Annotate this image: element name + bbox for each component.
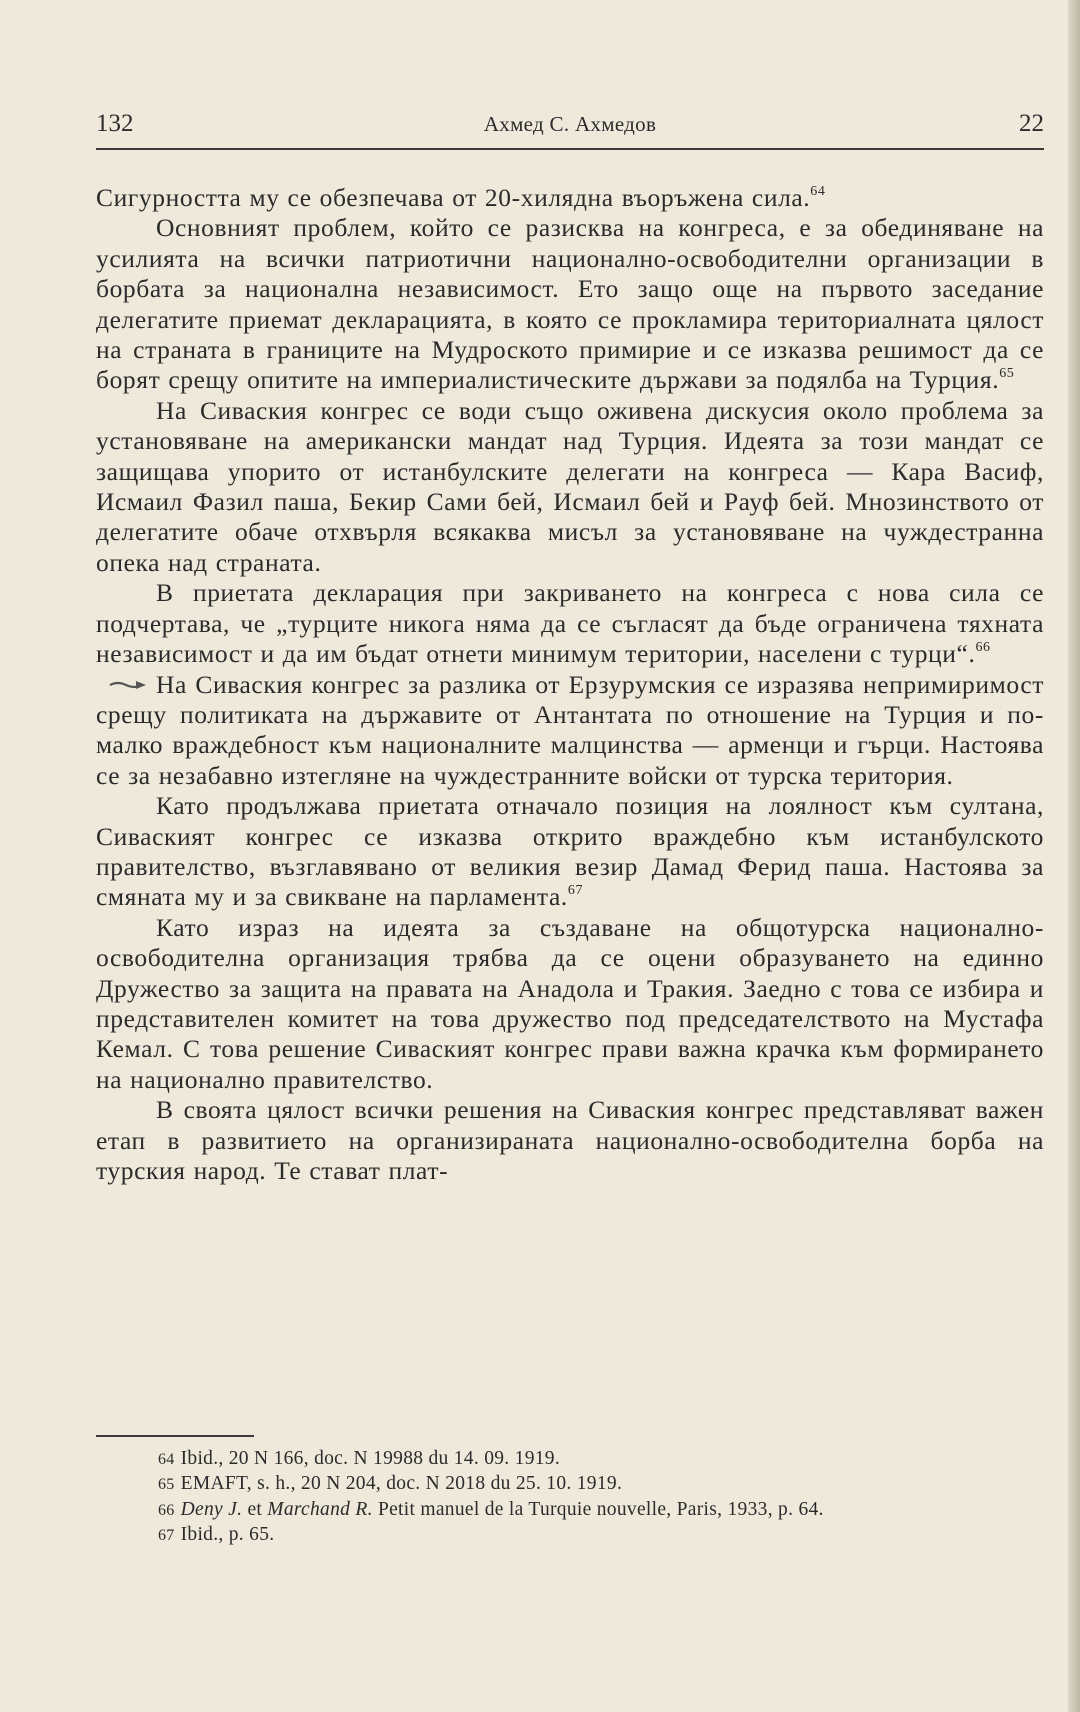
paragraph: Като продължава приетата отначало позиция на лоялност към султана, Сиваският конгрес се изказва открито враждебно към истанбулското правителство, възглавявано от великия везир Дамад Ферид паша. Настоява за смяната му и за свикване на парламента.$^{67}$ <box>96 791 1044 912</box>
paragraph: Сигурността му се обезпечава от 20-хилядна въоръжена сила.$^{64}$ <box>96 183 826 212</box>
main-text <box>96 183 1044 1186</box>
page-edge <box>1068 0 1080 1712</box>
book-page <box>96 0 1046 1712</box>
footnote: 64 Ibid., 20 N 166, doc. N 19988 du 14. 09. 1919. <box>158 1448 561 1469</box>
footnote-rule <box>96 1435 254 1437</box>
paragraph: Основният проблем, който се разисква на конгреса, е за обединяване на усилията на всички патриотични национално-освободителни организации в борбата за национална независимост. Ето защо още на първото заседание делегатите приемат декларацията, в която се прокламира териториалната цялост на страната в границите на Мудроското примирие и се изказва решимост да се борят срещу опитите на империалистическите държави за подялба на Турция.$^{65}$ <box>96 213 1044 395</box>
paragraph: На Сиваския конгрес за разлика от Ерзурумския се изразява непримиримост срещу политиката на държавите от Антантата по отношение на Турция и по-малко враждебност към националните малцинства — арменци и гърци. Настоява се за незабавно изтегляне на чуждестранните войски от турска територия. <box>96 669 1044 790</box>
paragraph: В приетата декларация при закриването на конгреса с нова сила се подчертава, че „турците никога няма да се съгласят да бъде ограничена тяхната независимост и да им бъдат отнети минимум територии, населени с турци“.$^{66}$ <box>96 578 1044 669</box>
paragraph: В своята цялост всички решения на Сиваския конгрес представляват важен етап в развитието на организираната национално-освободителна борба на турския народ. Те стават плат- <box>96 1095 1044 1185</box>
footnotes <box>96 1447 1044 1549</box>
running-title: Ахмед С. Ахмедов <box>483 112 657 136</box>
footnote-ref: 64 <box>810 184 826 199</box>
footnote: 67 Ibid., p. 65. <box>158 1524 275 1546</box>
paragraph: На Сиваския конгрес се води също оживена дискусия около проблема за установяване на американски мандат над Турция. Идеята за този мандат се защищава упорито от истанбулските делегати на конгреса — Кара Васиф, Исмаил Фазил паша, Бекир Сами бей, Исмаил бей и Рауф бей. Мнозинството от делегатите обаче отхвърля всякаква мисъл за установяване на чуждестранна опека над страната. <box>96 395 1044 577</box>
section-number: 22 <box>1019 110 1044 137</box>
page-number: 132 <box>96 110 134 137</box>
footnote: 66 Deny J. et Marchand R. Petit manuel de la Turquie nouvelle, Paris, 1933, p. 64. <box>158 1498 824 1520</box>
footnote-ref: 67 <box>567 883 584 899</box>
paragraph: Като израз на идеята за създаване на общотурска национално-освободителна организация трябва да се оцени образуването на единно Дружество за защита на правата на Анадола и Тракия. Заедно с това се избира и представителен комитет на това дружество под председателството на Мустафа Кемал. С това решение Сиваският конгрес прави важна крачка към формирането на национално правителство. <box>96 912 1044 1094</box>
running-header <box>96 106 1044 146</box>
header-rule <box>96 148 1044 150</box>
footnote-ref: 65 <box>999 366 1015 382</box>
footnote-ref: 66 <box>975 640 991 656</box>
margin-arrow-mark <box>108 680 148 690</box>
footnote: 65 EMAFT, s. h., 20 N 204, doc. N 2018 du 25. 10. 1919. <box>158 1473 623 1495</box>
